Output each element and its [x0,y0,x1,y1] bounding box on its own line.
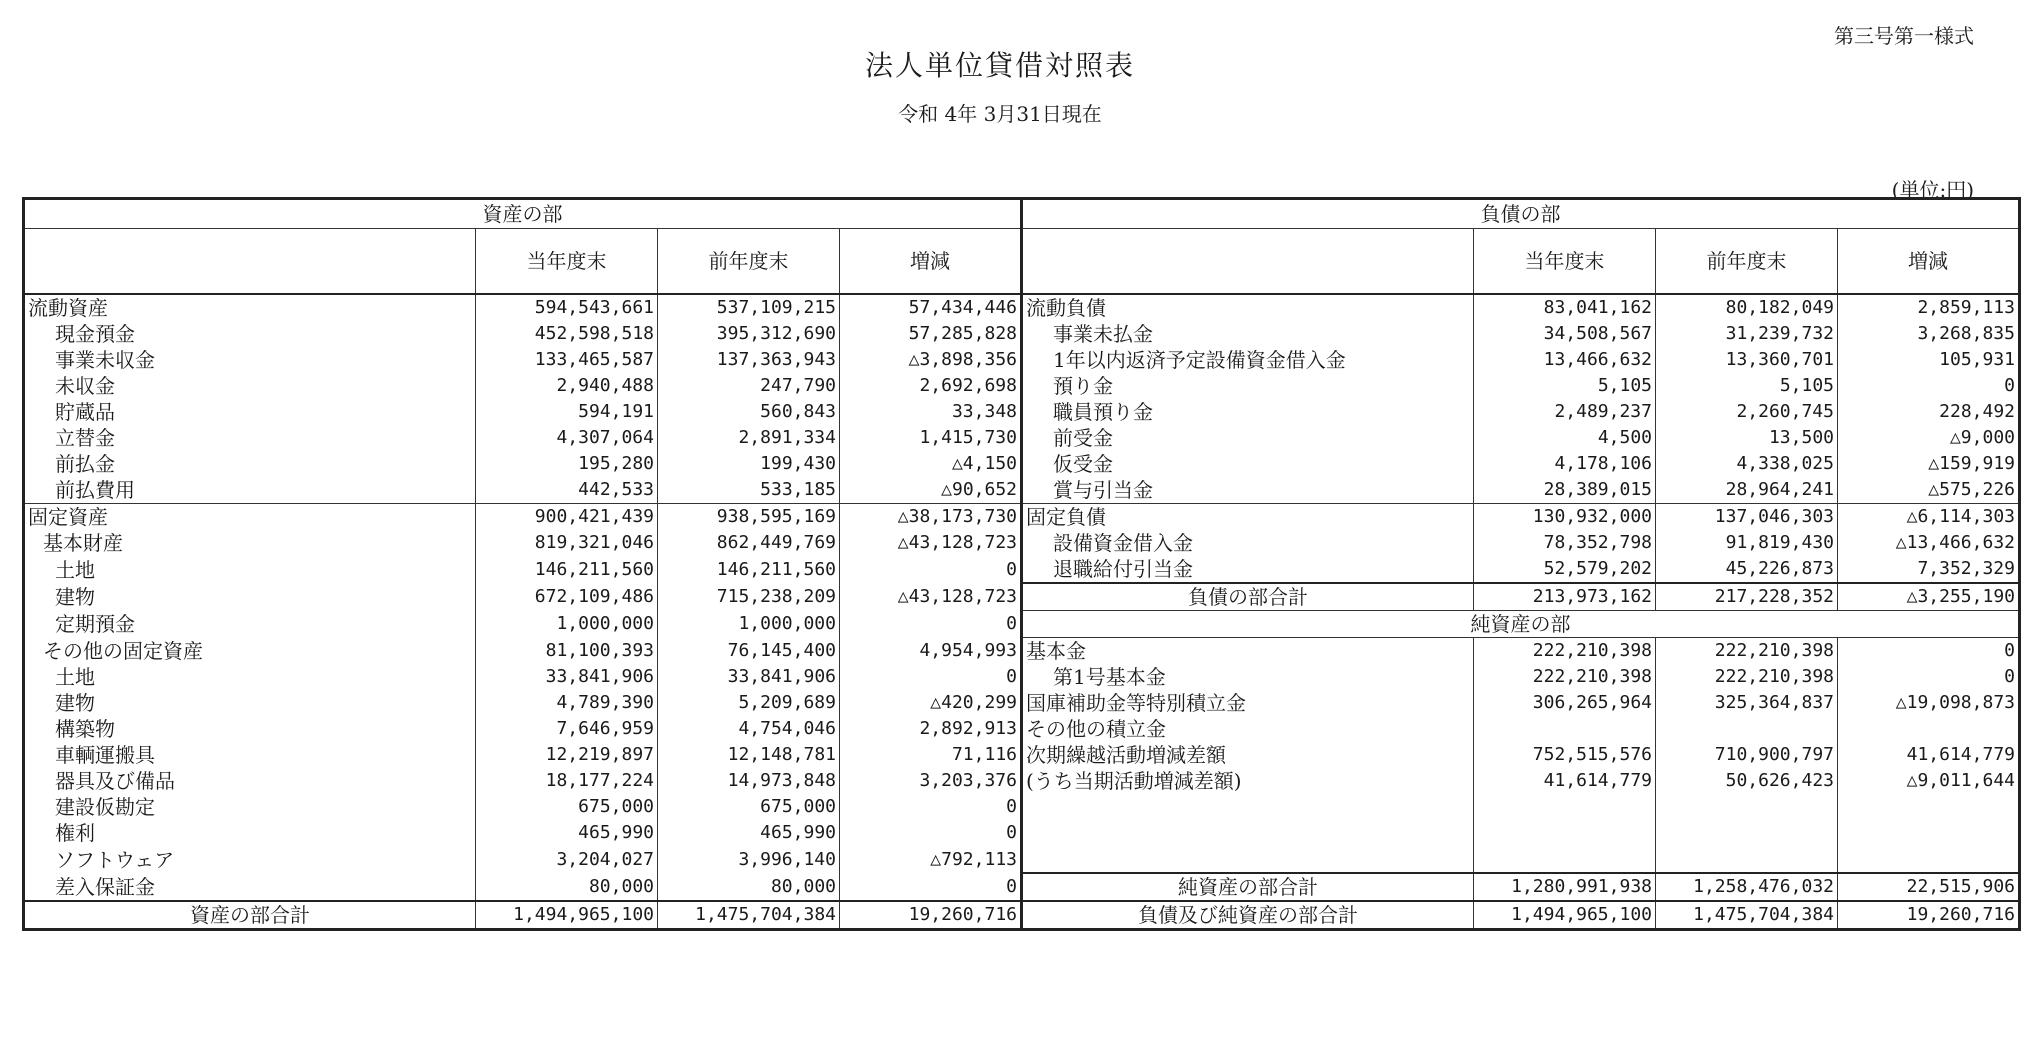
liability-label: 賞与引当金 [1022,477,1474,504]
asset-current: 672,109,486 [476,583,658,611]
table-row [24,425,2020,451]
liability-current: 83,041,162 [1474,294,1656,321]
asset-prior: 146,211,560 [658,556,840,583]
asset-change: 0 [840,664,1022,690]
asset-change: 0 [840,873,1022,901]
asset-label: 土地 [24,664,476,690]
liability-current: 5,105 [1474,373,1656,399]
liability-change: 0 [1838,638,2020,665]
liability-current [1474,716,1656,742]
asset-current: 18,177,224 [476,768,658,794]
blank-cell [1022,820,1474,846]
asset-prior: 80,000 [658,873,840,901]
liability-change [1838,716,2020,742]
grand-total-row [24,901,2020,930]
asset-current: 452,598,518 [476,321,658,347]
asset-prior: 537,109,215 [658,294,840,321]
liability-label: 職員預り金 [1022,399,1474,425]
asset-prior: 137,363,943 [658,347,840,373]
asset-prior: 2,891,334 [658,425,840,451]
asset-prior: 199,430 [658,451,840,477]
liability-prior: 137,046,303 [1656,504,1838,531]
liability-change: △9,011,644 [1838,768,2020,794]
liability-prior: 222,210,398 [1656,664,1838,690]
assets-change-header: 増減 [840,229,1022,295]
asset-prior: 560,843 [658,399,840,425]
asset-label: 前払金 [24,451,476,477]
asset-prior: 247,790 [658,373,840,399]
blank-cell [1656,820,1838,846]
asset-prior: 33,841,906 [658,664,840,690]
liability-prior: 13,500 [1656,425,1838,451]
liability-current: 78,352,798 [1474,530,1656,556]
subtotal-prior: 1,258,476,032 [1656,873,1838,901]
asset-label: 立替金 [24,425,476,451]
liabilities-current-header: 当年度末 [1474,229,1656,295]
asset-current: 675,000 [476,794,658,820]
net-assets-section-title: 純資産の部 [1022,611,2020,638]
assets-current-header: 当年度末 [476,229,658,295]
asset-change: 2,892,913 [840,716,1022,742]
blank-cell [1474,820,1656,846]
assets-total-current: 1,494,965,100 [476,901,658,930]
liability-label: 仮受金 [1022,451,1474,477]
grand-total-prior: 1,475,704,384 [1656,901,1838,930]
asset-current: 819,321,046 [476,530,658,556]
table-row [24,768,2020,794]
table-row [24,504,2020,531]
table-row [24,820,2020,846]
blank-cell [1022,846,1474,873]
grand-total-label: 負債及び純資産の部合計 [1022,901,1474,930]
liability-prior: 31,239,732 [1656,321,1838,347]
liability-label: 国庫補助金等特別積立金 [1022,690,1474,716]
asset-label: ソフトウェア [24,846,476,873]
liability-change: 105,931 [1838,347,2020,373]
liability-change: △19,098,873 [1838,690,2020,716]
asset-current: 900,421,439 [476,504,658,531]
asset-current: 4,307,064 [476,425,658,451]
asset-label: 貯蔵品 [24,399,476,425]
table-row [24,716,2020,742]
subtotal-current: 213,973,162 [1474,583,1656,611]
blank-cell [1656,846,1838,873]
asset-current: 2,940,488 [476,373,658,399]
table-row [24,477,2020,504]
liability-label: 固定負債 [1022,504,1474,531]
asset-label: 未収金 [24,373,476,399]
unit-label: (単位:円) [1891,178,1974,202]
subtotal-label: 負債の部合計 [1022,583,1474,611]
liability-change: △159,919 [1838,451,2020,477]
balance-sheet-table [22,197,2021,931]
asset-change: 57,285,828 [840,321,1022,347]
subtotal-change: △3,255,190 [1838,583,2020,611]
asset-change: △792,113 [840,846,1022,873]
liability-label: その他の積立金 [1022,716,1474,742]
liability-prior: 45,226,873 [1656,556,1838,583]
liability-prior: 28,964,241 [1656,477,1838,504]
blank-cell [1022,794,1474,820]
asset-label: 建物 [24,583,476,611]
asset-label: 建設仮勘定 [24,794,476,820]
liabilities-change-header: 増減 [1838,229,2020,295]
asset-change: △90,652 [840,477,1022,504]
blank-cell [1838,820,2020,846]
liability-label: 第1号基本金 [1022,664,1474,690]
liability-label: 次期繰越活動増減差額 [1022,742,1474,768]
asset-label: 現金預金 [24,321,476,347]
asset-prior: 533,185 [658,477,840,504]
assets-section-title: 資産の部 [24,199,1022,229]
asset-current: 594,543,661 [476,294,658,321]
table-row [24,556,2020,583]
asset-prior: 3,996,140 [658,846,840,873]
liability-prior: 13,360,701 [1656,347,1838,373]
asset-change: 0 [840,794,1022,820]
asset-prior: 675,000 [658,794,840,820]
asset-label: 流動資産 [24,294,476,321]
asset-current: 442,533 [476,477,658,504]
liabilities-prior-header: 前年度末 [1656,229,1838,295]
liability-current: 4,500 [1474,425,1656,451]
asset-current: 146,211,560 [476,556,658,583]
liability-change: 2,859,113 [1838,294,2020,321]
asset-prior: 938,595,169 [658,504,840,531]
blank-cell [1838,846,2020,873]
asset-current: 81,100,393 [476,638,658,665]
asset-prior: 395,312,690 [658,321,840,347]
asset-change: 1,415,730 [840,425,1022,451]
table-row [24,846,2020,873]
page-title: 法人単位貸借対照表 [864,49,1135,82]
liability-current: 28,389,015 [1474,477,1656,504]
assets-total-change: 19,260,716 [840,901,1022,930]
table-row [24,794,2020,820]
asset-change: 71,116 [840,742,1022,768]
liability-change: 41,614,779 [1838,742,2020,768]
asset-prior: 1,000,000 [658,611,840,638]
asset-change: 4,954,993 [840,638,1022,665]
asset-change: △43,128,723 [840,583,1022,611]
asset-change: 3,203,376 [840,768,1022,794]
asset-prior: 862,449,769 [658,530,840,556]
asset-prior: 715,238,209 [658,583,840,611]
asset-current: 80,000 [476,873,658,901]
liability-change: △575,226 [1838,477,2020,504]
asset-label: 基本財産 [24,530,476,556]
asset-change: 0 [840,556,1022,583]
asset-change: 0 [840,611,1022,638]
liability-current: 222,210,398 [1474,664,1656,690]
asset-current: 133,465,587 [476,347,658,373]
liability-current: 306,265,964 [1474,690,1656,716]
liability-prior: 325,364,837 [1656,690,1838,716]
asset-change: △43,128,723 [840,530,1022,556]
asset-change: △420,299 [840,690,1022,716]
table-row [24,451,2020,477]
table-row [24,347,2020,373]
liability-change: 0 [1838,373,2020,399]
assets-prior-header: 前年度末 [658,229,840,295]
asset-label: 構築物 [24,716,476,742]
asset-current: 3,204,027 [476,846,658,873]
liability-change: 228,492 [1838,399,2020,425]
assets-total-prior: 1,475,704,384 [658,901,840,930]
asset-label: 差入保証金 [24,873,476,901]
asset-change: △4,150 [840,451,1022,477]
liability-current: 41,614,779 [1474,768,1656,794]
table-row [24,873,2020,901]
asset-change: △38,173,730 [840,504,1022,531]
table-row [24,583,2020,611]
asset-label: 事業未収金 [24,347,476,373]
liability-prior: 91,819,430 [1656,530,1838,556]
asset-label: 車輌運搬具 [24,742,476,768]
assets-label-header [24,229,476,295]
liability-change: △6,114,303 [1838,504,2020,531]
subtotal-current: 1,280,991,938 [1474,873,1656,901]
blank-cell [1656,794,1838,820]
liability-current: 752,515,576 [1474,742,1656,768]
blank-cell [1474,794,1656,820]
asset-current: 33,841,906 [476,664,658,690]
table-row [24,294,2020,321]
table-row [24,742,2020,768]
liability-label: 基本金 [1022,638,1474,665]
section-header-row [24,199,2020,229]
liability-label: 退職給付引当金 [1022,556,1474,583]
as-of-date: 令和 4年 3月31日現在 [898,102,1102,126]
asset-label: 建物 [24,690,476,716]
asset-current: 1,000,000 [476,611,658,638]
asset-change: 33,348 [840,399,1022,425]
liabilities-label-header [1022,229,1474,295]
grand-total-current: 1,494,965,100 [1474,901,1656,930]
asset-prior: 12,148,781 [658,742,840,768]
liability-change: 3,268,835 [1838,321,2020,347]
liability-current: 130,932,000 [1474,504,1656,531]
asset-prior: 76,145,400 [658,638,840,665]
asset-change: △3,898,356 [840,347,1022,373]
liability-prior [1656,716,1838,742]
liability-change: 7,352,329 [1838,556,2020,583]
liability-prior: 80,182,049 [1656,294,1838,321]
liability-prior: 5,105 [1656,373,1838,399]
liability-label: 前受金 [1022,425,1474,451]
blank-cell [1838,794,2020,820]
asset-current: 12,219,897 [476,742,658,768]
table-row [24,321,2020,347]
asset-change: 57,434,446 [840,294,1022,321]
liability-prior: 222,210,398 [1656,638,1838,665]
asset-label: その他の固定資産 [24,638,476,665]
liability-label: 1年以内返済予定設備資金借入金 [1022,347,1474,373]
table-row [24,611,2020,638]
liability-current: 52,579,202 [1474,556,1656,583]
table-row [24,690,2020,716]
liabilities-section-title: 負債の部 [1022,199,2020,229]
liability-change: △9,000 [1838,425,2020,451]
asset-label: 権利 [24,820,476,846]
asset-current: 4,789,390 [476,690,658,716]
liability-label: 事業未払金 [1022,321,1474,347]
table-row [24,373,2020,399]
asset-label: 土地 [24,556,476,583]
asset-current: 594,191 [476,399,658,425]
asset-change: 0 [840,820,1022,846]
asset-prior: 14,973,848 [658,768,840,794]
liability-current: 34,508,567 [1474,321,1656,347]
liability-current: 222,210,398 [1474,638,1656,665]
subtotal-prior: 217,228,352 [1656,583,1838,611]
asset-change: 2,692,698 [840,373,1022,399]
table-row [24,664,2020,690]
asset-prior: 465,990 [658,820,840,846]
liability-label: 流動負債 [1022,294,1474,321]
table-row [24,638,2020,665]
liability-change: 0 [1838,664,2020,690]
liability-current: 2,489,237 [1474,399,1656,425]
table-row [24,530,2020,556]
liability-current: 13,466,632 [1474,347,1656,373]
subtotal-change: 22,515,906 [1838,873,2020,901]
table-row [24,399,2020,425]
liability-label: (うち当期活動増減差額) [1022,768,1474,794]
liability-prior: 4,338,025 [1656,451,1838,477]
asset-current: 7,646,959 [476,716,658,742]
liability-label: 預り金 [1022,373,1474,399]
asset-prior: 5,209,689 [658,690,840,716]
column-header-row [24,229,2020,295]
liability-change: △13,466,632 [1838,530,2020,556]
liability-prior: 710,900,797 [1656,742,1838,768]
liability-label: 設備資金借入金 [1022,530,1474,556]
form-number: 第三号第一様式 [1834,24,1974,48]
blank-cell [1474,846,1656,873]
asset-label: 固定資産 [24,504,476,531]
asset-current: 465,990 [476,820,658,846]
asset-current: 195,280 [476,451,658,477]
asset-label: 器具及び備品 [24,768,476,794]
asset-label: 前払費用 [24,477,476,504]
asset-label: 定期預金 [24,611,476,638]
asset-prior: 4,754,046 [658,716,840,742]
grand-total-change: 19,260,716 [1838,901,2020,930]
liability-prior: 50,626,423 [1656,768,1838,794]
subtotal-label: 純資産の部合計 [1022,873,1474,901]
liability-current: 4,178,106 [1474,451,1656,477]
liability-prior: 2,260,745 [1656,399,1838,425]
assets-total-label: 資産の部合計 [24,901,476,930]
